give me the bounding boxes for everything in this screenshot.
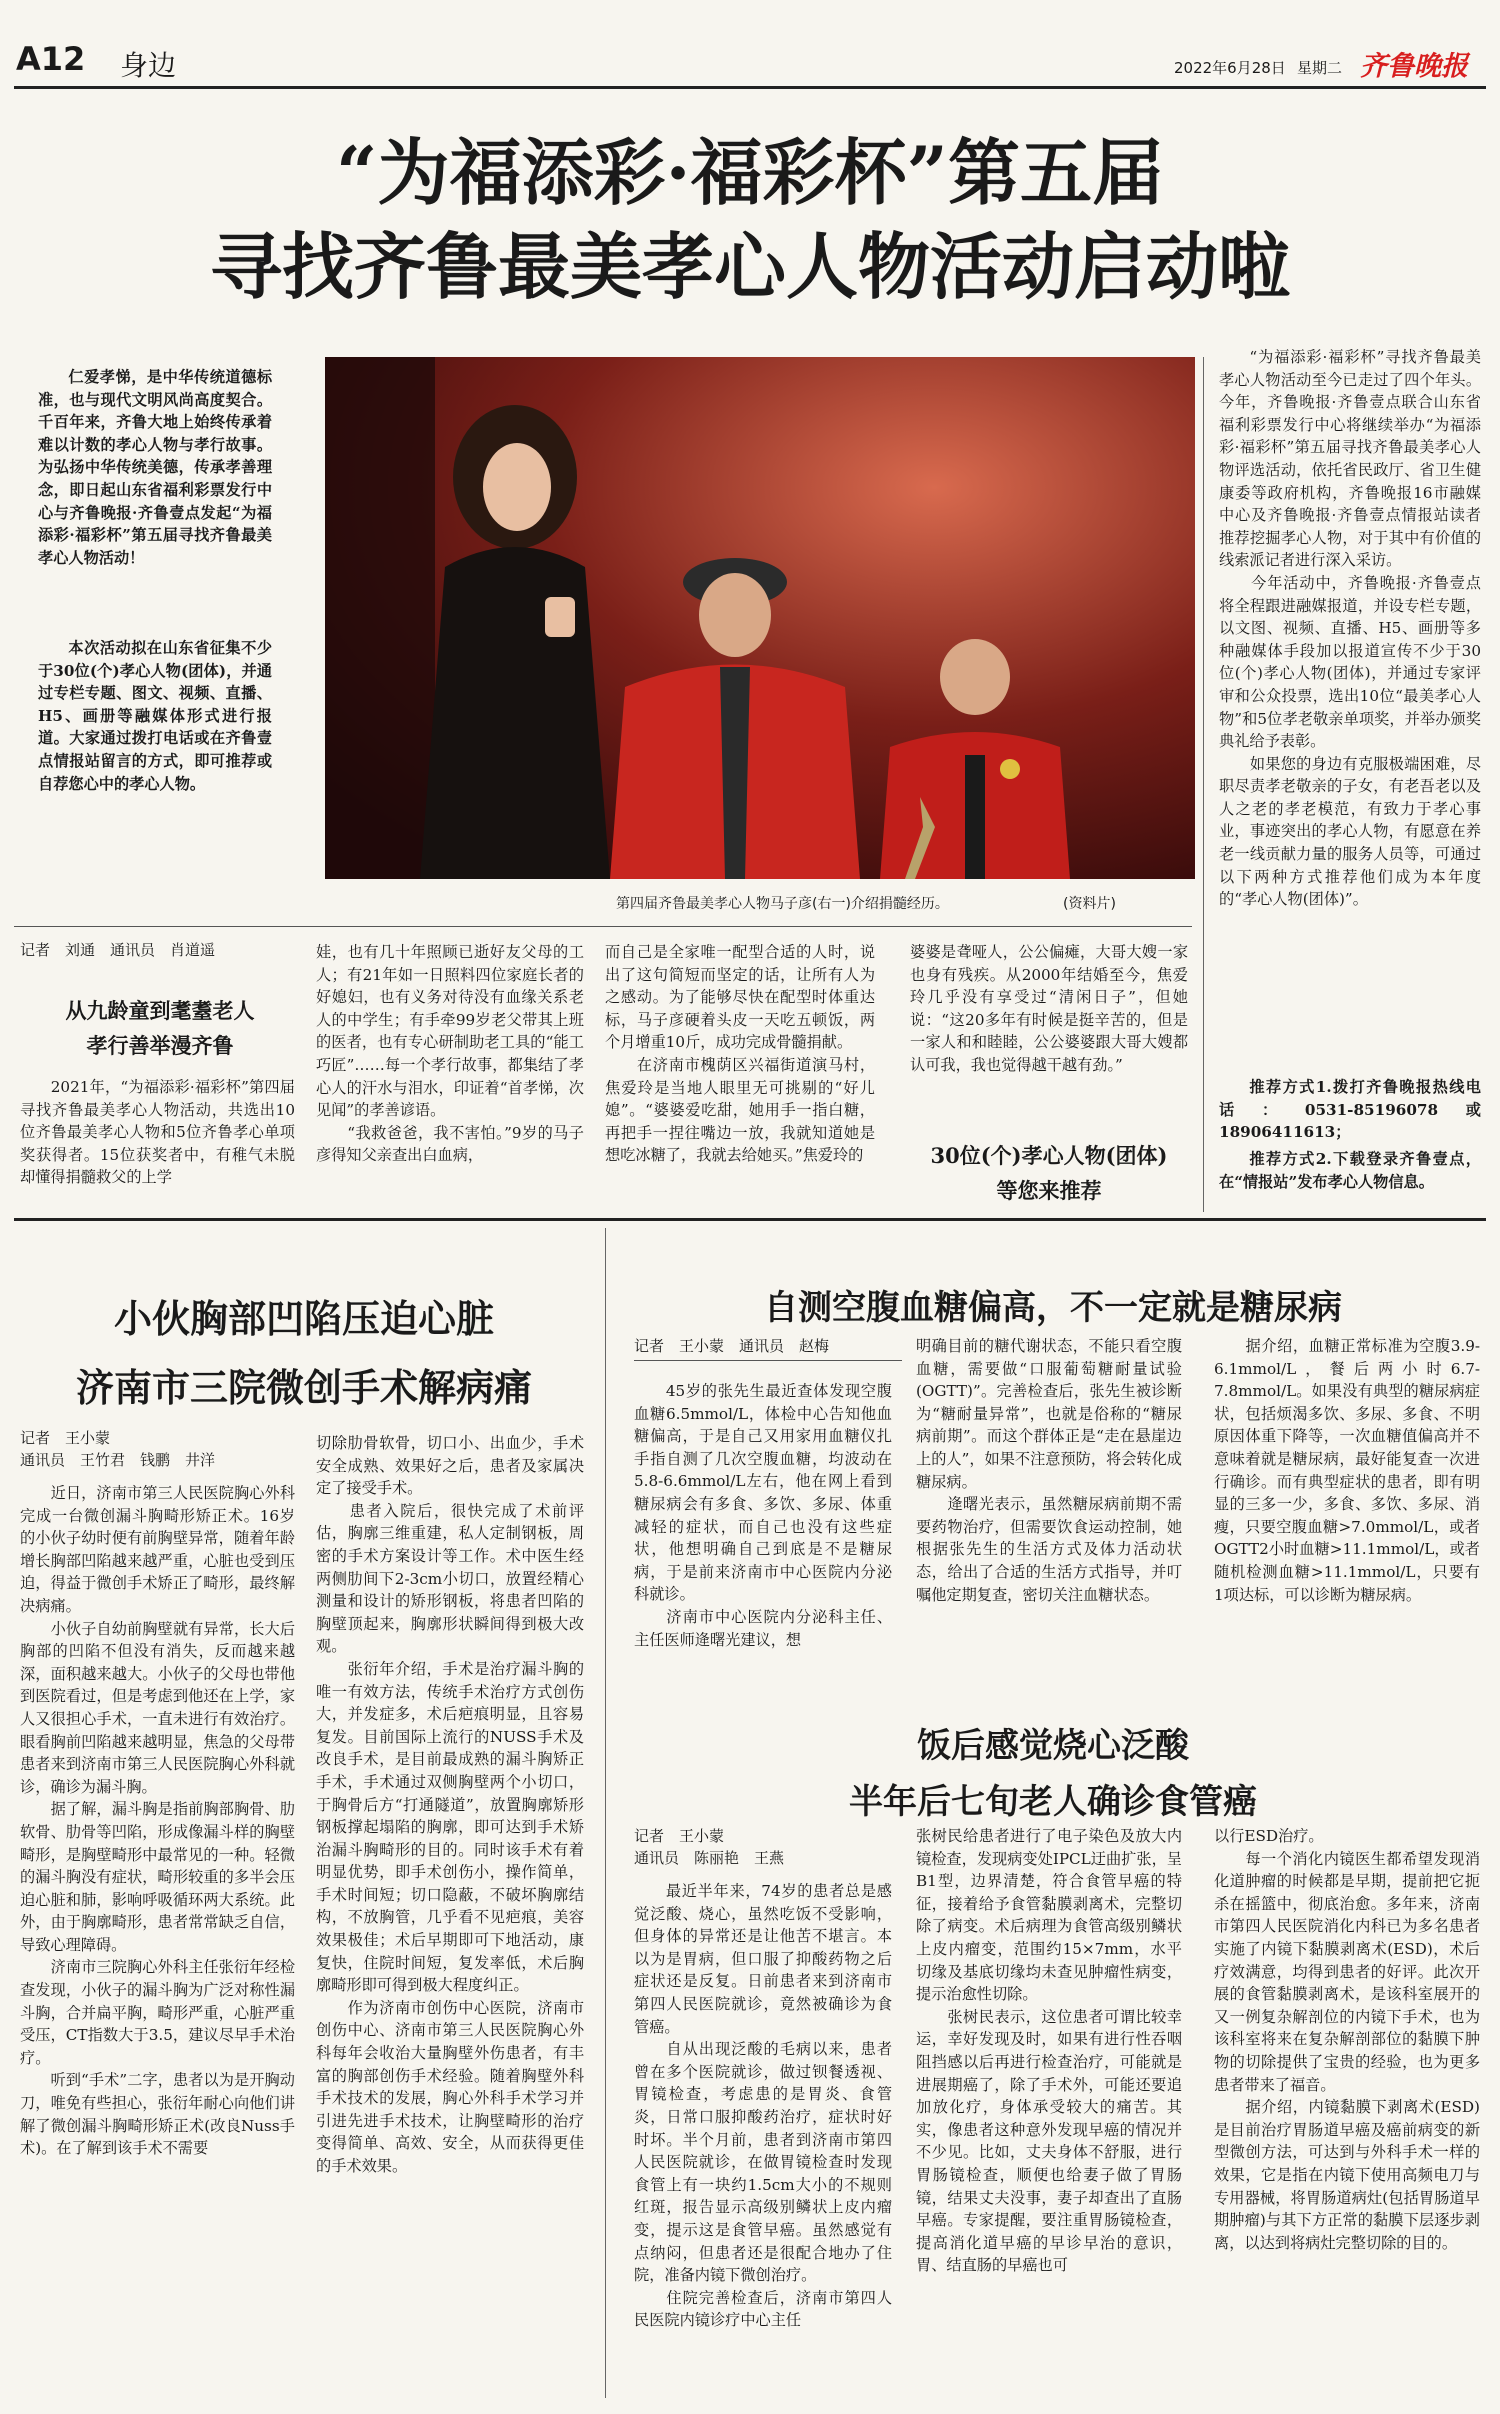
story-c-col2: 明确目前的糖代谢状态，不能只看空腹血糖，需要做“口服葡萄糖耐量试验(OGTT)”。完善检查后，张先生被诊断为“糖耐量异常”，也就是俗称的“糖尿病前期”。而这个群体正是“走在悬崖边上的人”，如果不注意预防，将会转化成糖尿病。 逄曙光表示，虽然糖尿病前期不需要药物治疗，但需要饮食运动控制，她根据张先生的生活方式及体力活动状态，给出了合适的生活方式指导，并叮嘱他定期复查，密切关注血糖状态。 <box>916 1337 1182 1604</box>
photo-credit: (资料片) <box>1063 896 1116 912</box>
story-a-subhead-3: 30位(个)孝心人物(团体) <box>930 1143 1168 1168</box>
story-d-headline-2: 半年后七旬老人确诊食管癌 <box>849 1782 1257 1822</box>
story-a-col3: 而自己是全家唯一配型合适的人时，说出了这句简短而坚定的话，让所有人为之感动。为了能够尽快在配型时体重达标，马子彦硬着头皮一天吃五顿饭，两个月增重10斤，成功完成骨髓捐献。 在济南市槐荫区兴福街道演马村，焦爱玲是当地人眼里无可挑剔的“好儿媳”。“婆婆爱吃甜，她用手一指白糖，再把手一捏往嘴边一放，我就知道她是想吃冰糖了，我就去给她买。”焦爱玲的 <box>605 943 875 1165</box>
story-d-byline: 记者 王小蒙 通讯员 陈丽艳 王燕 <box>634 1827 785 1867</box>
story-a-col4: 婆婆是聋哑人，公公偏瘫，大哥大嫂一家也身有残疾。从2000年结婚至今，焦爱玲几乎没有享受过“清闲日子”，但她说：“这20多年有时候是挺辛苦的，但是一家人和和睦睦，公公婆婆跟大哥大嫂都认可我，我也觉得越干越有劲。” <box>910 943 1188 1074</box>
story-a-subhead-2: 孝行善举漫齐鲁 <box>86 1033 234 1058</box>
story-b-col1: 近日，济南市第三人民医院胸心外科完成一台微创漏斗胸畸形矫正术。16岁的小伙子幼时便有前胸壁异常，随着年龄增长胸部凹陷越来越严重，心脏也受到压迫，得益于微创手术矫正了畸形，最终解决病痛。 小伙子自幼前胸壁就有异常，长大后胸部的凹陷不但没有消失，反而越来越深，面积越来越大。小伙子的父母也带他到医院看过，但是考虑到他还在上学，家人又很担心手术，一直未进行有效治疗。眼看胸前凹陷越来越明显，焦急的父母带患者来到济南市第三人民医院胸心外科就诊，确诊为漏斗胸。 据了解，漏斗胸是指前胸部胸骨、肋软骨、肋骨等凹陷，形成像漏斗样的胸壁畸形，是胸壁畸形中最常见的一种。轻微的漏斗胸没有症状，畸形较重的多半会压迫心脏和肺，影响呼吸循环两大系统。此外，由于胸廓畸形，患者常常缺乏自信，导致心理障碍。 济南市三院胸心外科主任张衍年经检查发现，小伙子的漏斗胸为广泛对称性漏斗胸，合并扁平胸，畸形严重，心脏严重受压，CT指数大于3.5，建议尽早手术治疗。 听到“手术”二字，患者以为是开胸动刀，唯免有些担心，张衍年耐心向他们讲解了微创漏斗胸畸形矫正术(改良Nuss手术)。在了解到该手术不需要 <box>20 1484 295 2158</box>
story-c-byline: 记者 王小蒙 通讯员 赵梅 <box>634 1337 830 1355</box>
masthead-rule <box>14 86 1486 89</box>
story-a-subhead-1: 从九龄童到耄耋老人 <box>65 998 255 1023</box>
lead-intro-body: 本次活动拟在山东省征集不少于30位(个)孝心人物(团体)，并通过专栏专题、图文、视频、直播、H5、画册等融媒体形式进行报道。大家通过拨打电话或在齐鲁壹点情报站留言的方式，即可推荐或自荐您心中的孝心人物。 <box>38 639 272 793</box>
story-a-rule <box>14 926 1192 927</box>
lead-headline-line2: 寻找齐鲁最美孝心人物活动启动啦 <box>209 224 1290 309</box>
story-a-col2: 娃，也有几十年照顾已逝好友父母的工人；有21年如一日照料四位家庭长者的好媳妇，也有义务对待没有血缘关系老人的中学生；有手牵99岁老父带其上班的医者，也有专心研制助老工具的“能工巧匠”……每一个孝行故事，都集结了孝心人的汗水与泪水，印证着“首孝悌，次见闻”的孝善谚语。 “我救爸爸，我不害怕。”9岁的马子彦得知父亲查出白血病， <box>316 943 584 1165</box>
lead-headline-line1: “为福添彩·福彩杯”第五届 <box>336 130 1164 215</box>
story-a-divider <box>1203 357 1204 1212</box>
story-c-col1: 45岁的张先生最近查体发现空腹血糖6.5mmol/L，体检中心告知他血糖偏高，于是自己又用家用血糖仪扎手指自测了几次空腹血糖，均波动在5.8-6.6mmol/L左右，他在网上看到糖尿病会有多食、多饮、多尿、体重减轻的症状，而自己也没有这些症状，他想明确自己到底是不是糖尿病，于是前来济南市中心医院内分泌科就诊。 济南市中心医院内分泌科主任、主任医师逄曙光建议，想 <box>634 1382 892 1649</box>
recommend-method-2: 推荐方式2.下载登录齐鲁壹点，在“情报站”发布孝心人物信息。 <box>1219 1150 1481 1191</box>
story-a-col1: 2021年，“为福添彩·福彩杯”第四届寻找齐鲁最美孝心人物活动，共选出10位齐鲁最美孝心人物和5位齐鲁孝心单项奖获得者。15位获奖者中，有稚气未脱却懂得捐髓救父的上学 <box>20 1078 295 1187</box>
stage-photo-illustration <box>325 357 1195 879</box>
story-c-headline: 自测空腹血糖偏高，不一定就是糖尿病 <box>764 1288 1342 1328</box>
lead-right-column: “为福添彩·福彩杯”寻找齐鲁最美孝心人物活动至今已走过了四个年头。今年，齐鲁晚报·齐鲁壹点联合山东省福利彩票发行中心将继续举办“为福添彩·福彩杯”第五届寻找齐鲁最美孝心人物评选活动，依托省民政厅、省卫生健康委等政府机构，齐鲁晚报16市融媒中心及齐鲁晚报·齐鲁壹点情报站读者推荐挖掘孝心人物，对于其中有价值的线索派记者进行深入采访。 今年活动中，齐鲁晚报·齐鲁壹点将全程跟进融媒报道，并设专栏专题，以文图、视频、直播、H5、画册等多种融媒体手段加以报道宣传不少于30位(个)孝心人物(团体)，并通过专家评审和公众投票，选出10位“最美孝心人物”和5位孝老敬亲单项奖，并举办颁奖典礼给予表彰。 如果您的身边有克服极端困难，尽职尽责孝老敬亲的子女，有老吾老以及人之老的孝老模范，有致力于孝心事业，事迹突出的孝心人物，有愿意在养老一线贡献力量的服务人员等，可通过以下两种方式推荐他们成为本年度的“孝心人物(团体)”。 <box>1219 348 1481 909</box>
paper-logo: 齐鲁晚报 <box>1360 51 1468 82</box>
page-code: A12 <box>16 40 86 78</box>
story-a-subhead-4: 等您来推荐 <box>996 1178 1102 1203</box>
story-d-col3: 以行ESD治疗。 每一个消化内镜医生都希望发现消化道肿瘤的时候都是早期，提前把它扼杀在摇篮中，彻底治愈。多年来，济南市第四人民医院消化内科已为多名患者实施了内镜下黏膜剥离术(ESD)，术后疗效满意，均得到患者的好评。此次开展的食管黏膜剥离术，是该科室展开的又一例复杂解剖位的内镜下手术，也为该科室将来在复杂解剖部位的黏膜下肿物的切除提供了宝贵的经验，也为更多患者带来了福音。 据介绍，内镜黏膜下剥离术(ESD)是目前治疗胃肠道早癌及癌前病变的新型微创方法，可达到与外科手术一样的效果，它是指在内镜下使用高频电刀与专用器械，将胃肠道病灶(包括胃肠道早期肿瘤)与其下方正常的黏膜下层逐步剥离，以达到将病灶完整切除的目的。 <box>1214 1827 1480 2252</box>
story-a-byline: 记者 刘通 通讯员 肖道遥 <box>20 941 216 959</box>
story-b-col2: 切除肋骨软骨，切口小、出血少，手术安全成熟、效果好之后，患者及家属决定了接受手术。 患者入院后，很快完成了术前评估，胸廓三维重建，私人定制钢板，周密的手术方案设计等工作。术中医生经两侧肋间下2-3cm小切口，放置经精心测量和设计的矫形钢板，将患者凹陷的胸壁顶起来，胸廓形状瞬间得到极大改观。 张衍年介绍，手术是治疗漏斗胸的唯一有效方法，传统手术治疗方式创伤大，并发症多，术后疤痕明显，且容易复发。目前国际上流行的NUSS手术及改良手术，是目前最成熟的漏斗胸矫正手术，手术通过双侧胸壁两个小切口，于胸骨后方“打通隧道”，放置胸廓矫形钢板撑起塌陷的胸廓，即可达到手术矫治漏斗胸畸形的目的。同时该手术有着明显优势，即手术创伤小，操作简单，手术时间短；切口隐蔽，不破坏胸廓结构，不放胸管，几乎看不见疤痕，美容效果极佳；术后早期即可下地活动，康复快，住院时间短，复发率低，术后胸廓畸形即可得到极大程度纠正。 作为济南市创伤中心医院，济南市创伤中心、济南市第三人民医院胸心外科每年会收治大量胸壁外伤患者，有丰富的胸部创伤手术经验。随着胸壁外科手术技术的发展，胸心外科手术学习并引进先进手术技术，让胸壁畸形的治疗变得简单、高效、安全，从而获得更佳的手术效果。 <box>316 1434 584 2175</box>
photo-caption: 第四届齐鲁最美孝心人物马子彦(右一)介绍捐髓经历。 <box>616 896 949 912</box>
lead-photo <box>325 357 1195 879</box>
recommend-method-1: 推荐方式1.拨打齐鲁晚报热线电话：0531-85196078或18906411613； <box>1219 1078 1481 1142</box>
story-d-col2: 张树民给患者进行了电子染色及放大内镜检查，发现病变处IPCL迂曲扩张，呈B1型，边界清楚，符合食管早癌的特征，接着给予食管黏膜剥离术，完整切除了病变。术后病理为食管高级别鳞状上皮内瘤变，范围约15×7mm，水平切缘及基底切缘均未查见肿瘤性病变，提示治愈性切除。 张树民表示，这位患者可谓比较幸运，幸好发现及时，如果有进行性吞咽阻挡感以后再进行检查治疗，可能就是进展期癌了，除了手术外，可能还要追加放化疗，身体承受较大的痛苦。其实，像患者这种意外发现早癌的情况并不少见。比如，丈夫身体不舒服，进行胃肠镜检查，顺便也给妻子做了胃肠镜，结果丈夫没事，妻子却查出了直肠早癌。专家提醒，要注重胃肠镜检查，提高消化道早癌的早诊早治的意识，胃、结直肠的早癌也可 <box>916 1827 1182 2275</box>
story-b-headline-1: 小伙胸部凹陷压迫心脏 <box>113 1296 494 1341</box>
section-name: 身边 <box>120 49 177 82</box>
section-rule <box>14 1218 1486 1221</box>
story-c-byline-rule <box>634 1360 902 1361</box>
lead-intro-bold: 仁爱孝悌，是中华传统道德标准，也与现代文明风尚高度契合。千百年来，齐鲁大地上始终传承着难以计数的孝心人物与孝行故事。为弘扬中华传统美德，传承孝善理念，即日起山东省福利彩票发行中心与齐鲁晚报·齐鲁壹点发起“为福添彩·福彩杯”第五届寻找齐鲁最美孝心人物活动！ <box>38 368 272 567</box>
issue-date: 2022年6月28日 <box>1174 59 1286 77</box>
story-b-headline-2: 济南市三院微创手术解病痛 <box>75 1365 532 1410</box>
story-d-col1: 最近半年来，74岁的患者总是感觉泛酸、烧心，虽然吃饭不受影响，但身体的异常还是让他苦不堪言。本以为是胃病，但口服了抑酸药物之后症状还是反复。日前患者来到济南市第四人民医院就诊，竟然被确诊为食管癌。 自从出现泛酸的毛病以来，患者曾在多个医院就诊，做过钡餐透视、胃镜检查，考虑患的是胃炎、食管炎，日常口服抑酸药治疗，症状时好时坏。半个月前，患者到济南市第四人民医院就诊，在做胃镜检查时发现食管上有一块约1.5cm大小的不规则红斑，报告显示高级别鳞状上皮内瘤变，提示这是食管早癌。虽然感觉有点纳闷，但患者还是很配合地办了住院，准备内镜下微创治疗。 住院完善检查后，济南市第四人民医院内镜诊疗中心主任 <box>634 1882 892 2330</box>
story-b-byline: 记者 王小蒙 通讯员 王竹君 钱鹏 井洋 <box>20 1429 216 1469</box>
story-b-divider <box>605 1228 606 2398</box>
story-c-col3: 据介绍，血糖正常标准为空腹3.9-6.1mmol/L，餐后两小时6.7-7.8mmol/L。如果没有典型的糖尿病症状，包括烦渴多饮、多尿、多食、不明原因体重下降等，一次血糖值偏高并不意味着就是糖尿病，最好能复查一次进行确诊。而有典型症状的患者，即有明显的三多一少，多食、多饮、多尿、消瘦，只要空腹血糖>7.0mmol/L，或者OGTT2小时血糖>11.1mmol/L，或者随机检测血糖>11.1mmol/L，只要有1项达标，可以诊断为糖尿病。 <box>1214 1337 1480 1604</box>
issue-weekday: 星期二 <box>1297 59 1343 77</box>
story-d-headline-1: 饭后感觉烧心泛酸 <box>917 1726 1189 1766</box>
